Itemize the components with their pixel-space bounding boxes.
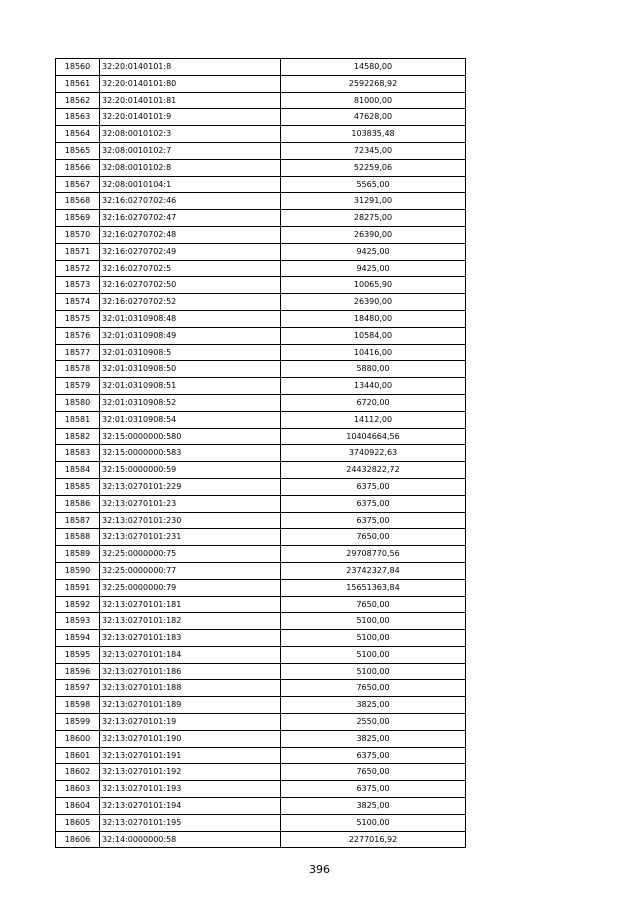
table-row <box>56 428 466 445</box>
table-row <box>56 764 466 781</box>
row-number-cell: 18578 <box>56 361 100 378</box>
row-number-cell: 18571 <box>56 243 100 260</box>
row-number-cell: 18584 <box>56 462 100 479</box>
table-row <box>56 714 466 731</box>
table-row <box>56 260 466 277</box>
cadastral-number-cell: 32:13:0270101:188 <box>100 680 281 697</box>
value-cell: 5100,00 <box>281 646 466 663</box>
value-cell: 6720,00 <box>281 394 466 411</box>
row-number-cell: 18565 <box>56 142 100 159</box>
cadastral-number-cell: 32:13:0270101:181 <box>100 596 281 613</box>
value-cell: 2277016,92 <box>281 831 466 848</box>
value-cell: 9425,00 <box>281 260 466 277</box>
row-number-cell: 18569 <box>56 210 100 227</box>
table-row <box>56 159 466 176</box>
table-row <box>56 814 466 831</box>
table-row <box>56 361 466 378</box>
value-cell: 3740922,63 <box>281 445 466 462</box>
value-cell: 6375,00 <box>281 512 466 529</box>
row-number-cell: 18561 <box>56 75 100 92</box>
table-row <box>56 378 466 395</box>
value-cell: 2550,00 <box>281 714 466 731</box>
table-row <box>56 277 466 294</box>
value-cell: 3825,00 <box>281 697 466 714</box>
value-cell: 3825,00 <box>281 798 466 815</box>
value-cell: 81000,00 <box>281 92 466 109</box>
table-row <box>56 243 466 260</box>
row-number-cell: 18593 <box>56 613 100 630</box>
cadastral-number-cell: 32:16:0270702:52 <box>100 294 281 311</box>
cadastral-number-cell: 32:13:0270101:182 <box>100 613 281 630</box>
table-row <box>56 210 466 227</box>
value-cell: 10404664,56 <box>281 428 466 445</box>
table-row <box>56 663 466 680</box>
row-number-cell: 18570 <box>56 226 100 243</box>
value-cell: 18480,00 <box>281 310 466 327</box>
cadastral-number-cell: 32:01:0310908:51 <box>100 378 281 395</box>
table-row <box>56 680 466 697</box>
table-row <box>56 781 466 798</box>
cadastral-number-cell: 32:25:0000000:77 <box>100 562 281 579</box>
cadastral-number-cell: 32:13:0270101:230 <box>100 512 281 529</box>
value-cell: 9425,00 <box>281 243 466 260</box>
cadastral-number-cell: 32:13:0270101:189 <box>100 697 281 714</box>
cadastral-number-cell: 32:13:0270101:190 <box>100 730 281 747</box>
cadastral-number-cell: 32:16:0270702:48 <box>100 226 281 243</box>
cadastral-number-cell: 32:13:0270101:194 <box>100 798 281 815</box>
cadastral-number-cell: 32:01:0310908:54 <box>100 411 281 428</box>
table-row <box>56 344 466 361</box>
cadastral-number-cell: 32:13:0270101:192 <box>100 764 281 781</box>
table-row <box>56 730 466 747</box>
table-row <box>56 411 466 428</box>
value-cell: 10584,00 <box>281 327 466 344</box>
cadastral-number-cell: 32:13:0270101:184 <box>100 646 281 663</box>
value-cell: 7650,00 <box>281 764 466 781</box>
cadastral-number-cell: 32:15:0000000:583 <box>100 445 281 462</box>
value-cell: 26390,00 <box>281 226 466 243</box>
row-number-cell: 18581 <box>56 411 100 428</box>
row-number-cell: 18591 <box>56 579 100 596</box>
row-number-cell: 18567 <box>56 176 100 193</box>
row-number-cell: 18596 <box>56 663 100 680</box>
table-row <box>56 529 466 546</box>
row-number-cell: 18586 <box>56 495 100 512</box>
table-row <box>56 798 466 815</box>
value-cell: 3825,00 <box>281 730 466 747</box>
cadastral-number-cell: 32:13:0270101:186 <box>100 663 281 680</box>
value-cell: 13440,00 <box>281 378 466 395</box>
row-number-cell: 18572 <box>56 260 100 277</box>
cadastral-number-cell: 32:13:0270101:193 <box>100 781 281 798</box>
row-number-cell: 18573 <box>56 277 100 294</box>
row-number-cell: 18563 <box>56 109 100 126</box>
row-number-cell: 18568 <box>56 193 100 210</box>
value-cell: 7650,00 <box>281 596 466 613</box>
table-row <box>56 226 466 243</box>
value-cell: 2592268,92 <box>281 75 466 92</box>
row-number-cell: 18560 <box>56 59 100 76</box>
value-cell: 72345,00 <box>281 142 466 159</box>
cadastral-number-cell: 32:01:0310908:48 <box>100 310 281 327</box>
row-number-cell: 18585 <box>56 478 100 495</box>
row-number-cell: 18589 <box>56 546 100 563</box>
row-number-cell: 18564 <box>56 126 100 143</box>
cadastral-number-cell: 32:01:0310908:5 <box>100 344 281 361</box>
row-number-cell: 18605 <box>56 814 100 831</box>
cadastral-number-cell: 32:20:0140101:80 <box>100 75 281 92</box>
cadastral-number-cell: 32:13:0270101:195 <box>100 814 281 831</box>
table-row <box>56 142 466 159</box>
table-row <box>56 546 466 563</box>
cadastral-number-cell: 32:16:0270702:49 <box>100 243 281 260</box>
value-cell: 7650,00 <box>281 680 466 697</box>
row-number-cell: 18604 <box>56 798 100 815</box>
table-body <box>56 59 466 848</box>
cadastral-number-cell: 32:15:0000000:59 <box>100 462 281 479</box>
cadastral-number-cell: 32:13:0270101:229 <box>100 478 281 495</box>
table-row <box>56 596 466 613</box>
cadastral-number-cell: 32:25:0000000:79 <box>100 579 281 596</box>
value-cell: 23742327,84 <box>281 562 466 579</box>
row-number-cell: 18588 <box>56 529 100 546</box>
cadastral-number-cell: 32:16:0270702:46 <box>100 193 281 210</box>
row-number-cell: 18562 <box>56 92 100 109</box>
value-cell: 6375,00 <box>281 478 466 495</box>
table-row <box>56 126 466 143</box>
value-cell: 29708770,56 <box>281 546 466 563</box>
row-number-cell: 18566 <box>56 159 100 176</box>
cadastral-number-cell: 32:20:0140101:9 <box>100 109 281 126</box>
cadastral-number-cell: 32:25:0000000:75 <box>100 546 281 563</box>
table-row <box>56 495 466 512</box>
row-number-cell: 18599 <box>56 714 100 731</box>
table-row <box>56 394 466 411</box>
cadastral-number-cell: 32:16:0270702:47 <box>100 210 281 227</box>
table-row <box>56 579 466 596</box>
cadastral-number-cell: 32:13:0270101:183 <box>100 630 281 647</box>
value-cell: 103835,48 <box>281 126 466 143</box>
row-number-cell: 18594 <box>56 630 100 647</box>
value-cell: 6375,00 <box>281 495 466 512</box>
cadastral-number-cell: 32:01:0310908:52 <box>100 394 281 411</box>
value-cell: 24432822,72 <box>281 462 466 479</box>
cadastral-number-cell: 32:14:0000000:58 <box>100 831 281 848</box>
table-row <box>56 176 466 193</box>
cadastral-number-cell: 32:01:0310908:50 <box>100 361 281 378</box>
page-number: 396 <box>309 863 330 876</box>
value-cell: 5100,00 <box>281 663 466 680</box>
cadastral-number-cell: 32:01:0310908:49 <box>100 327 281 344</box>
cadastral-number-cell: 32:08:0010102:7 <box>100 142 281 159</box>
cadastral-number-cell: 32:16:0270702:5 <box>100 260 281 277</box>
row-number-cell: 18577 <box>56 344 100 361</box>
row-number-cell: 18574 <box>56 294 100 311</box>
value-cell: 28275,00 <box>281 210 466 227</box>
row-number-cell: 18587 <box>56 512 100 529</box>
table-row <box>56 75 466 92</box>
value-cell: 6375,00 <box>281 781 466 798</box>
table-row <box>56 294 466 311</box>
cadastral-number-cell: 32:15:0000000:580 <box>100 428 281 445</box>
table-row <box>56 310 466 327</box>
cadastral-number-cell: 32:13:0270101:23 <box>100 495 281 512</box>
row-number-cell: 18600 <box>56 730 100 747</box>
table-row <box>56 59 466 76</box>
table-row <box>56 512 466 529</box>
value-cell: 52259,06 <box>281 159 466 176</box>
cadastral-number-cell: 32:13:0270101:231 <box>100 529 281 546</box>
table-row <box>56 831 466 848</box>
value-cell: 15651363,84 <box>281 579 466 596</box>
table-row <box>56 697 466 714</box>
row-number-cell: 18601 <box>56 747 100 764</box>
value-cell: 5100,00 <box>281 630 466 647</box>
value-cell: 14580,00 <box>281 59 466 76</box>
value-cell: 5100,00 <box>281 613 466 630</box>
row-number-cell: 18582 <box>56 428 100 445</box>
value-cell: 6375,00 <box>281 747 466 764</box>
row-number-cell: 18603 <box>56 781 100 798</box>
table-row <box>56 747 466 764</box>
value-cell: 10416,00 <box>281 344 466 361</box>
value-cell: 5100,00 <box>281 814 466 831</box>
row-number-cell: 18590 <box>56 562 100 579</box>
cadastral-number-cell: 32:08:0010102:8 <box>100 159 281 176</box>
value-cell: 47628,00 <box>281 109 466 126</box>
table-row <box>56 445 466 462</box>
value-cell: 26390,00 <box>281 294 466 311</box>
table-row <box>56 562 466 579</box>
row-number-cell: 18602 <box>56 764 100 781</box>
row-number-cell: 18579 <box>56 378 100 395</box>
table-row <box>56 646 466 663</box>
row-number-cell: 18597 <box>56 680 100 697</box>
cadastral-number-cell: 32:16:0270702:50 <box>100 277 281 294</box>
data-table <box>55 58 466 848</box>
value-cell: 7650,00 <box>281 529 466 546</box>
table-row <box>56 462 466 479</box>
value-cell: 31291,00 <box>281 193 466 210</box>
cadastral-number-cell: 32:20:0140101:8 <box>100 59 281 76</box>
cadastral-number-cell: 32:20:0140101:81 <box>100 92 281 109</box>
row-number-cell: 18592 <box>56 596 100 613</box>
row-number-cell: 18580 <box>56 394 100 411</box>
row-number-cell: 18606 <box>56 831 100 848</box>
value-cell: 14112,00 <box>281 411 466 428</box>
table-row <box>56 193 466 210</box>
table-row <box>56 109 466 126</box>
table-row <box>56 478 466 495</box>
value-cell: 5565,00 <box>281 176 466 193</box>
row-number-cell: 18575 <box>56 310 100 327</box>
table-row <box>56 92 466 109</box>
row-number-cell: 18595 <box>56 646 100 663</box>
table-row <box>56 327 466 344</box>
cadastral-number-cell: 32:13:0270101:191 <box>100 747 281 764</box>
table-row <box>56 630 466 647</box>
value-cell: 5880,00 <box>281 361 466 378</box>
row-number-cell: 18576 <box>56 327 100 344</box>
cadastral-number-cell: 32:08:0010104:1 <box>100 176 281 193</box>
value-cell: 10065,90 <box>281 277 466 294</box>
table-row <box>56 613 466 630</box>
cadastral-number-cell: 32:08:0010102:3 <box>100 126 281 143</box>
row-number-cell: 18598 <box>56 697 100 714</box>
cadastral-number-cell: 32:13:0270101:19 <box>100 714 281 731</box>
row-number-cell: 18583 <box>56 445 100 462</box>
